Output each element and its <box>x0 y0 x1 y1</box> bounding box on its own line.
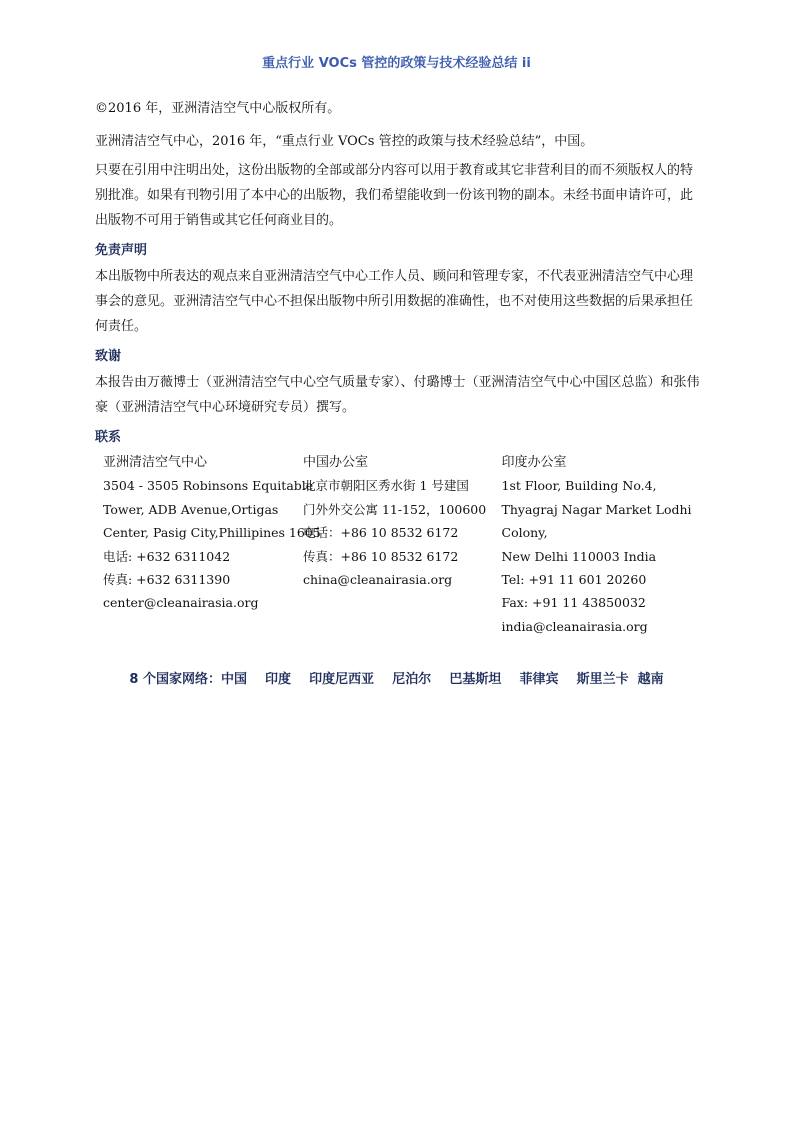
contact-columns <box>103 451 700 638</box>
contact-fax: 传真: +632 6311390 <box>103 572 231 588</box>
contact-line: Center, Pasig City,Phillipines 1605 <box>103 525 321 541</box>
country-network-line: 8 个国家网络：中国 印度 印度尼西亚 尼泊尔 巴基斯坦 菲律宾 斯里兰卡 越南 <box>129 672 664 687</box>
copyright-notice: ©2016 年，亚洲清洁空气中心版权所有。 <box>95 101 341 116</box>
contact-line: Tower, ADB Avenue,Ortigas <box>103 501 279 517</box>
acknowledgements-heading: 致谢 <box>95 349 122 364</box>
acknowledgements-text: 本报告由万薇博士（亚洲清洁空气中心空气质量专家）、付璐博士（亚洲清洁空气中心中国区总监）和张伟豪（亚洲清洁空气中心环境研究专员）撰写。 <box>95 375 700 415</box>
contact-heading: 联系 <box>95 430 122 445</box>
contact-column-china <box>303 451 502 638</box>
contact-office-name: 亚洲清洁空气中心 <box>103 455 208 470</box>
contact-office-name: 印度办公室 <box>501 455 567 470</box>
contact-line: 3504 - 3505 Robinsons Equitable <box>103 478 314 494</box>
contact-line: 1st Floor, Building No.4, <box>501 478 657 494</box>
contact-line: 门外外交公寓 11-152，100600 <box>303 501 487 517</box>
page-content <box>95 96 700 638</box>
contact-line: Thyagraj Nagar Market Lodhi <box>501 501 692 517</box>
contact-fax: Fax: +91 11 43850032 <box>501 595 646 611</box>
disclaimer-text: 本出版物中所表达的观点来自亚洲清洁空气中心工作人员、顾问和管理专家，不代表亚洲清洁空气中心理事会的意见。亚洲清洁空气中心不担保出版物中所引用数据的准确性，也不对使用这些数据的后果承担任何责任。 <box>95 269 694 334</box>
page-header-title: 重点行业 VOCs 管控的政策与技术经验总结 ii <box>262 56 531 71</box>
citation-text: 亚洲清洁空气中心，2016 年，“重点行业 VOCs 管控的政策与技术经验总结”，中国。 <box>95 134 594 149</box>
usage-permission-text: 只要在引用中注明出处，这份出版物的全部或部分内容可以用于教育或其它非营利目的而不须版权人的特别批准。如果有刊物引用了本中心的出版物，我们希望能收到一份该刊物的副本。未经书面申请许可，此出版物不可用于销售或其它任何商业目的。 <box>95 163 694 228</box>
contact-office-name: 中国办公室 <box>303 455 369 470</box>
contact-line: Colony, <box>501 525 548 541</box>
disclaimer-heading: 免责声明 <box>95 243 148 258</box>
contact-fax: 传真：+86 10 8532 6172 <box>303 548 459 564</box>
contact-column-india <box>502 451 701 638</box>
contact-phone: Tel: +91 11 601 20260 <box>501 572 647 588</box>
contact-column-hq <box>103 451 321 638</box>
contact-phone: 电话: +632 6311042 <box>103 548 231 564</box>
contact-email: india@cleanairasia.org <box>501 618 648 634</box>
contact-line: 北京市朝阳区秀水街 1 号建国 <box>303 478 469 494</box>
contact-email: china@cleanairasia.org <box>303 572 453 588</box>
contact-email: center@cleanairasia.org <box>103 595 259 611</box>
contact-line: New Delhi 110003 India <box>501 548 657 564</box>
contact-phone: 电话：+86 10 8532 6172 <box>303 525 459 541</box>
